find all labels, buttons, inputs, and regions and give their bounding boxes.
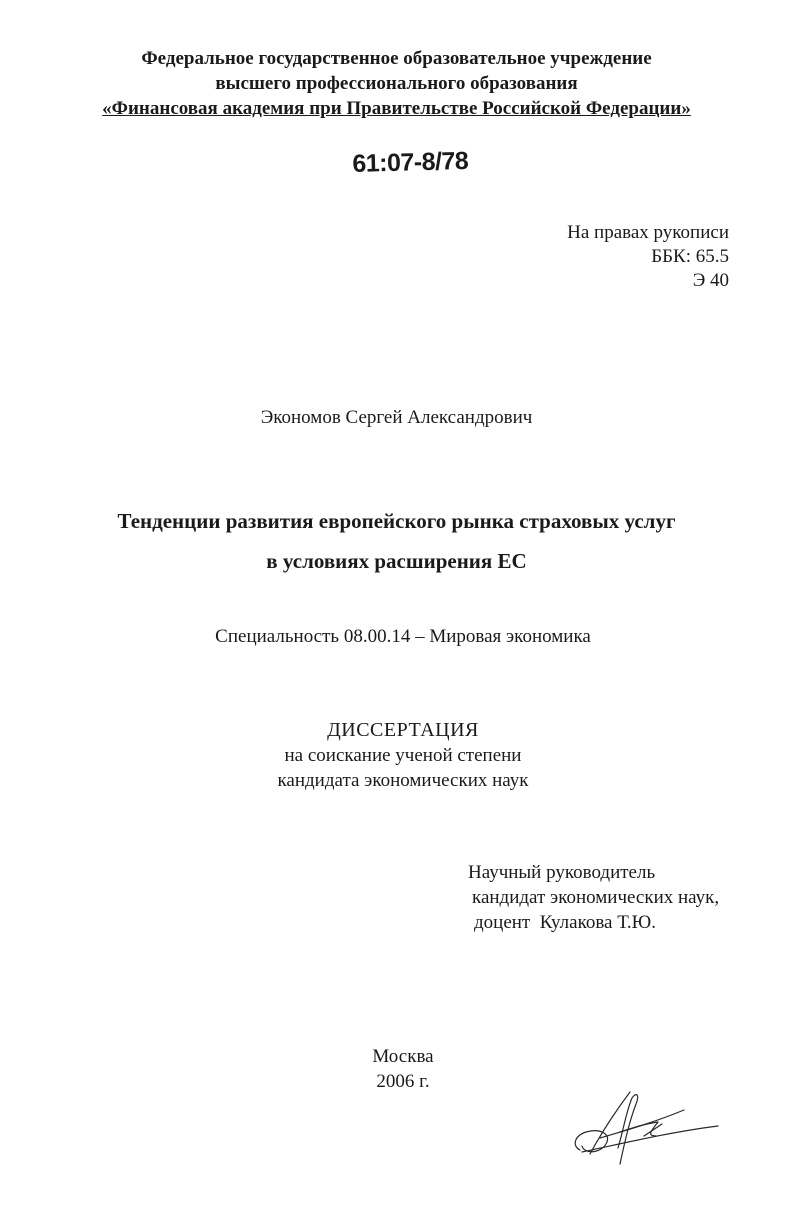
dissertation-heading: ДИССЕРТАЦИЯ: [327, 719, 479, 741]
dissertation-title: [0, 501, 793, 581]
author-name: Экономов Сергей Александрович: [260, 407, 533, 428]
rights-line-1: На правах рукописи: [567, 222, 729, 243]
dissertation-line-3: кандидата экономических наук: [277, 770, 529, 791]
title-line-2: в условиях расширения ЕС: [266, 549, 527, 573]
city: Москва: [372, 1046, 434, 1067]
year: 2006 г.: [376, 1071, 430, 1092]
header-line-1: Федеральное государственное образовательное учреждение: [141, 48, 652, 69]
header-line-3: «Финансовая академия при Правительстве Российской Федерации»: [102, 98, 691, 119]
advisor-block: [468, 860, 719, 935]
advisor-line-1: Научный руководитель: [468, 862, 656, 883]
dissertation-block: [0, 718, 793, 793]
specialty: Специальность 08.00.14 – Мировая экономика: [215, 626, 591, 647]
author-mark: Э 40: [692, 270, 729, 291]
header-line-2: высшего профессионального образования: [215, 73, 578, 94]
catalog-stamp: 61:07-8/78: [352, 146, 469, 178]
manuscript-rights-block: [567, 221, 729, 293]
title-line-1: Тенденции развития европейского рынка страховых услуг: [117, 509, 676, 533]
place-and-year: [0, 1044, 793, 1094]
advisor-line-3: доцент Кулакова Т.Ю.: [474, 912, 656, 933]
dissertation-line-2: на соискание ученой степени: [284, 745, 522, 766]
bbk-code: ББК: 65.5: [651, 246, 729, 267]
advisor-line-2: кандидат экономических наук,: [472, 887, 720, 908]
handwritten-signature: [560, 1088, 720, 1168]
institution-header: [0, 46, 793, 121]
